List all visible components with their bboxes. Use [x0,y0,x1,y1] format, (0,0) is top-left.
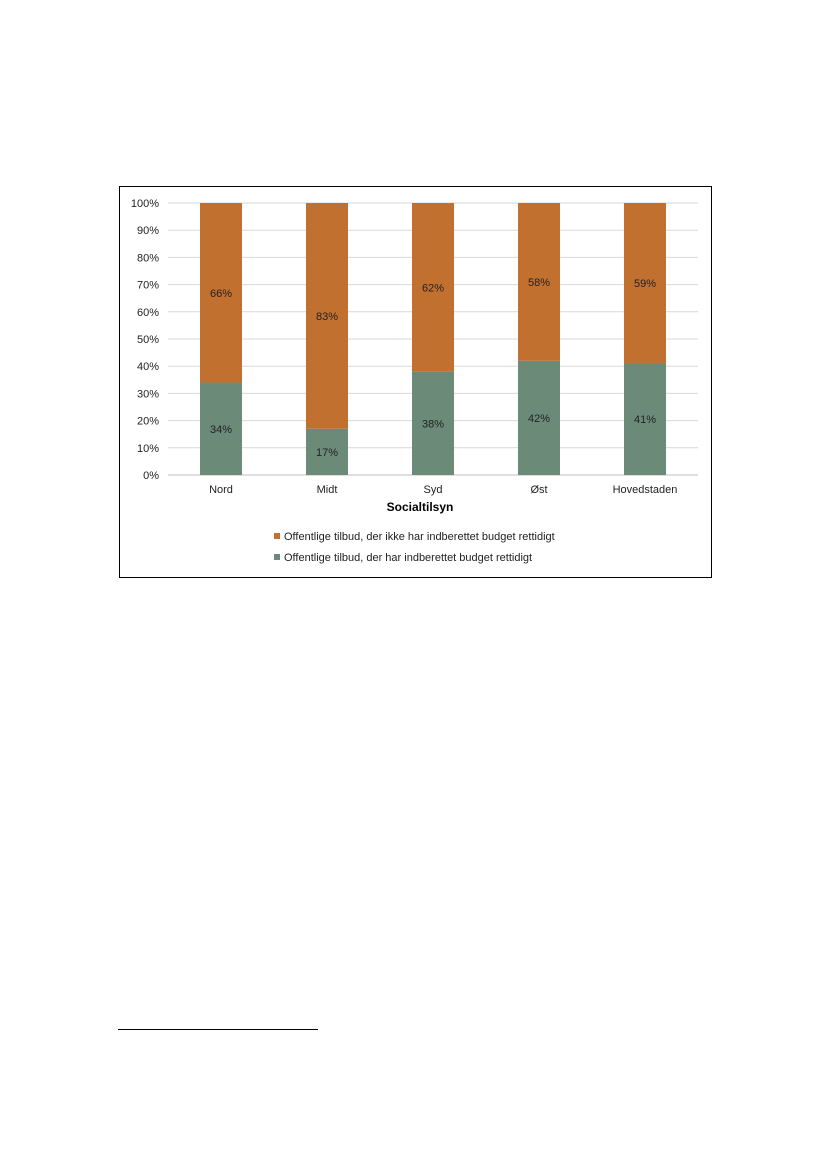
data-label: 34% [209,423,233,436]
x-axis-ticks [209,484,677,496]
stacked-bar-chart [120,187,713,579]
x-tick-label: Syd [423,484,443,496]
x-tick-label: Hovedstaden [612,484,678,496]
y-axis-ticks [131,198,159,482]
y-tick-label: 60% [136,306,159,319]
data-label: 83% [315,310,339,323]
data-label: 59% [633,278,657,291]
data-label: 38% [421,418,445,431]
data-label: 66% [209,287,233,300]
chart-frame [119,186,712,578]
legend-swatch [274,533,280,539]
data-label: 17% [315,446,339,459]
y-tick-label: 70% [136,279,159,292]
x-tick-label: Nord [209,484,233,496]
y-tick-label: 50% [136,334,159,346]
legend-label: Offentlige tilbud, der ikke har indberettet budget rettidigt [284,531,555,543]
x-tick-label: Øst [530,484,548,496]
x-tick-label: Midt [316,484,338,496]
y-tick-label: 0% [143,470,159,482]
data-label: 42% [527,412,551,425]
legend-label: Offentlige tilbud, der har indberettet budget rettidigt [284,552,533,564]
x-axis-title: Socialtilsyn [386,500,454,514]
data-label: 58% [527,276,551,289]
y-tick-label: 30% [136,388,159,401]
y-tick-label: 40% [136,361,159,374]
y-tick-label: 100% [130,198,159,210]
y-tick-label: 80% [136,252,159,265]
data-label: 62% [421,282,445,295]
footnote-separator [118,1029,318,1030]
data-label: 41% [633,414,657,427]
y-tick-label: 10% [136,442,159,455]
legend [274,531,555,564]
y-tick-label: 90% [136,225,159,238]
legend-swatch [274,554,280,560]
y-tick-label: 20% [136,415,159,428]
